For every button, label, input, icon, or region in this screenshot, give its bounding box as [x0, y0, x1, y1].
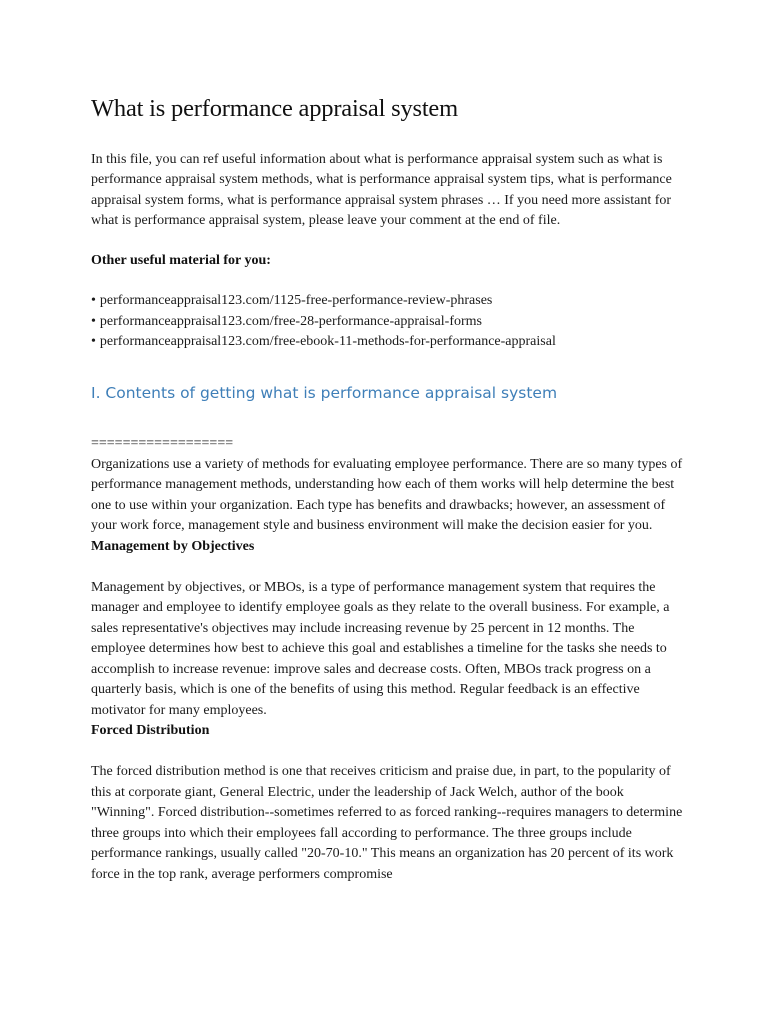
list-item — [91, 291, 687, 311]
spacer — [91, 742, 687, 763]
list-item — [91, 332, 687, 352]
body-paragraph: Organizations use a variety of methods for evaluating employee performance. There are so many types of performance management methods, understanding how each of them works will help determine the best one to use within your organization. Each type has benefits and drawbacks; however, an assessment of your work force, management style and business environment will make the decision easier for you. — [91, 456, 683, 534]
bullet-icon: • — [91, 293, 96, 309]
bullet-icon: • — [91, 313, 96, 329]
separator-line: ================== — [91, 436, 234, 452]
bullet-icon: • — [91, 334, 96, 350]
intro-paragraph: In this file, you can ref useful information about what is performance appraisal system such as what is performance appraisal system methods, what is performance appraisal system tips, what is performance appraisal system forms, what is performance appraisal system phrases … If you need more assistant for what is performance appraisal system, please leave your comment at the end of file. — [91, 152, 672, 228]
link-text: performanceappraisal123.com/free-28-performance-appraisal-forms — [99, 313, 482, 329]
link-text: performanceappraisal123.com/1125-free-performance-review-phrases — [99, 293, 493, 309]
document-page — [91, 88, 687, 885]
list-item — [91, 312, 687, 332]
document-title: What is performance appraisal system — [91, 95, 458, 122]
section-heading: I. Contents of getting what is performance appraisal system — [91, 384, 558, 403]
useful-material-heading: Other useful material for you: — [91, 253, 271, 269]
mbo-paragraph: Management by objectives, or MBOs, is a type of performance management system that requires the manager and employee to identify employee goals as they relate to the overall business. For example, a sales representative's objectives may include increasing revenue by 25 percent in 12 months. The employee determines how best to achieve this goal and establishes a timeline for the tasks she needs to accomplish to increase revenue: improve sales and decrease costs. Often, MBOs track progress on a quarterly basis, which is one of the benefits of using this method. Regular feedback is an effective motivator for many employees. — [91, 579, 670, 718]
useful-links-list — [91, 291, 687, 352]
link-text: performanceappraisal123.com/free-ebook-11-methods-for-performance-appraisal — [99, 334, 556, 350]
spacer — [91, 557, 687, 578]
mbo-heading: Management by Objectives — [91, 538, 255, 554]
forced-distribution-paragraph: The forced distribution method is one that receives criticism and praise due, in part, to the popularity of this at corporate giant, General Electric, under the leadership of Jack Welch, author of the book "Winning". Forced distribution--sometimes referred to as forced ranking--requires managers to determine three groups into which their employees fall according to performance. The three groups include performance rankings, usually called "20-70-10." This means an organization has 20 percent of its work force in the top rank, average performers compromise — [91, 764, 683, 882]
forced-distribution-heading: Forced Distribution — [91, 723, 210, 739]
